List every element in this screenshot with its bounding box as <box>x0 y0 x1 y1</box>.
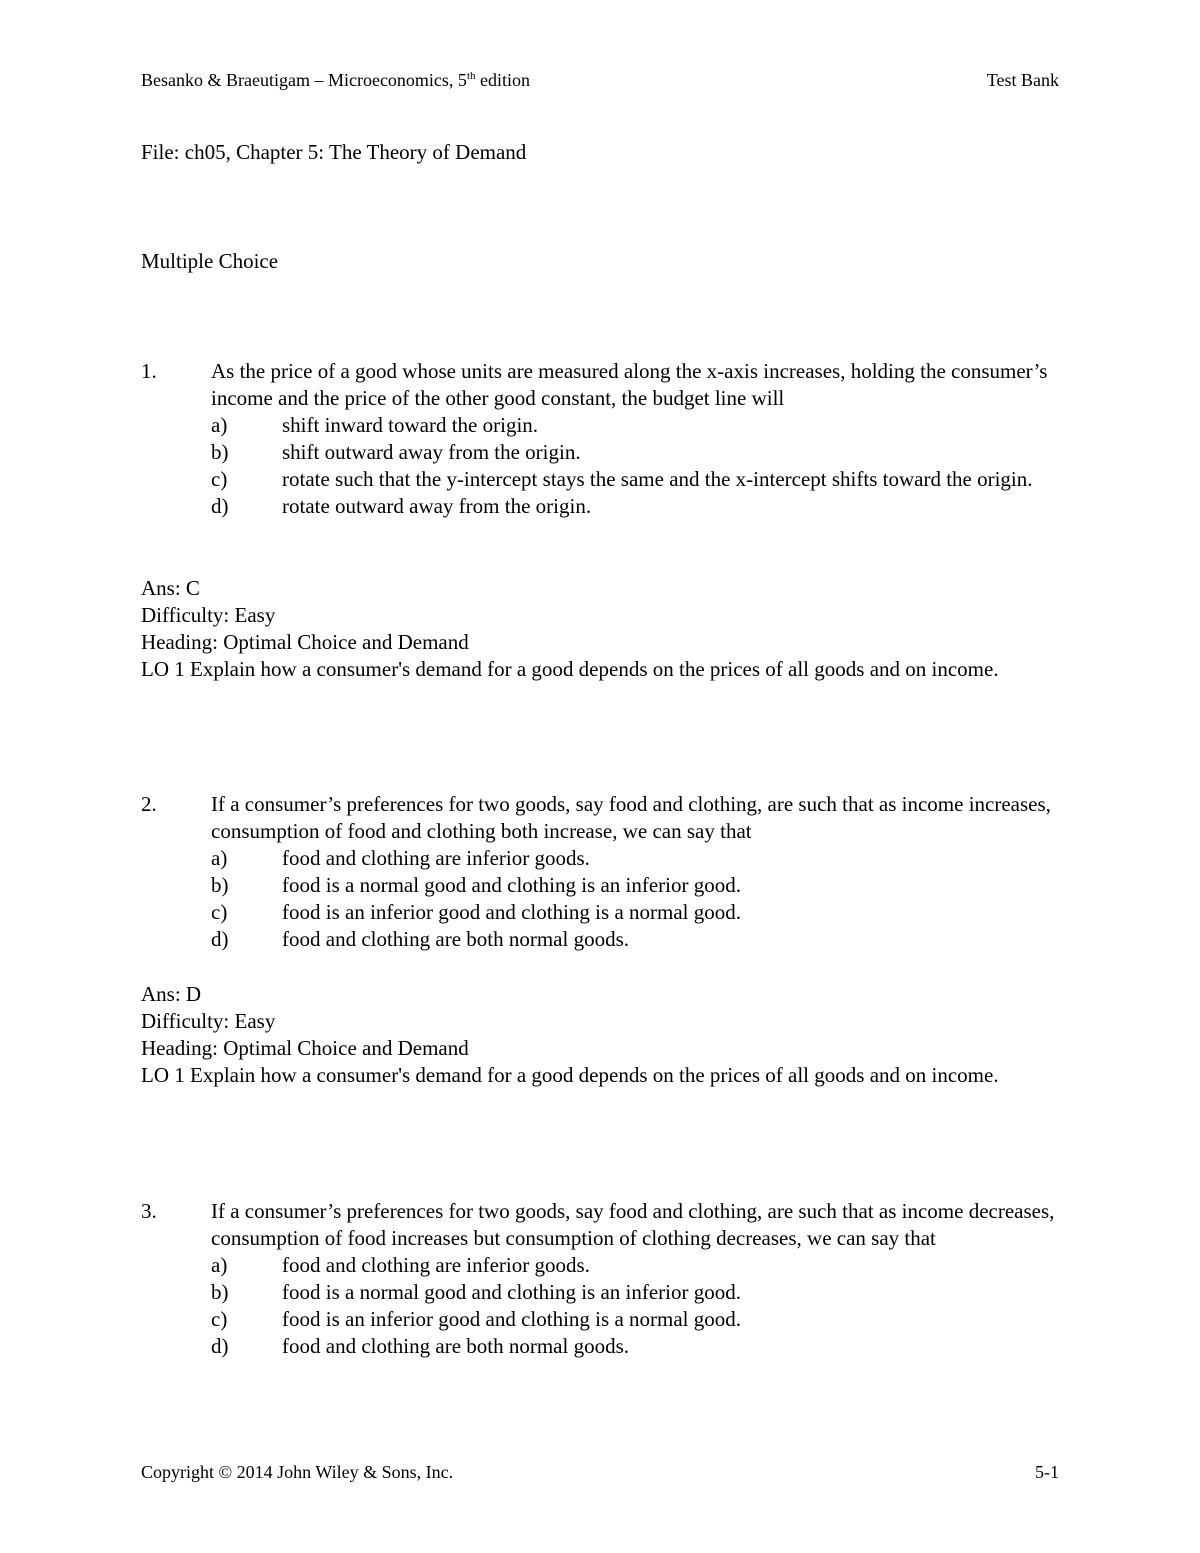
option-text: food and clothing are inferior goods. <box>282 1253 590 1277</box>
option-text: food is a normal good and clothing is an inferior good. <box>282 1280 741 1304</box>
copyright-notice: Copyright © 2014 John Wiley & Sons, Inc. <box>141 1462 454 1482</box>
option-d <box>211 493 1061 520</box>
question-text: If a consumer’s preferences for two goods, say food and clothing, are such that as income increases, consumption of food and clothing both increase, we can say that <box>211 792 1051 843</box>
learning-objective: LO 1 Explain how a consumer's demand for a good depends on the prices of all goods and on income. <box>141 657 999 681</box>
question-1-metadata <box>141 575 1041 683</box>
page-footer <box>141 1462 1059 1483</box>
option-letter: b) <box>211 873 229 897</box>
difficulty: Difficulty: Easy <box>141 603 276 627</box>
header-book-title-text: Besanko & Braeutigam – Microeconomics, 5 <box>141 70 467 90</box>
header-edition-suffix: edition <box>475 70 530 90</box>
option-c <box>211 899 1061 926</box>
option-text: food is a normal good and clothing is an inferior good. <box>282 873 741 897</box>
question-2 <box>141 791 1061 953</box>
option-text: food and clothing are both normal goods. <box>282 1334 630 1358</box>
option-letter: b) <box>211 440 229 464</box>
difficulty: Difficulty: Easy <box>141 1009 276 1033</box>
option-a <box>211 1252 1061 1279</box>
option-letter: c) <box>211 1307 228 1331</box>
option-text: shift outward away from the origin. <box>282 440 581 464</box>
header-book-title <box>141 70 530 91</box>
option-text: food and clothing are inferior goods. <box>282 846 590 870</box>
option-a <box>211 412 1061 439</box>
option-text: food is an inferior good and clothing is a normal good. <box>282 900 741 924</box>
page-header <box>141 70 1059 96</box>
question-3 <box>141 1198 1061 1360</box>
option-d <box>211 926 1061 953</box>
answer: Ans: D <box>141 982 202 1006</box>
question-stem <box>141 358 1061 412</box>
question-number: 2. <box>141 792 157 816</box>
section-title: Multiple Choice <box>141 249 279 273</box>
options-list <box>141 412 1061 520</box>
option-text: rotate such that the y-intercept stays the same and the x-intercept shifts toward the origin. <box>282 467 1033 491</box>
question-text: If a consumer’s preferences for two goods, say food and clothing, are such that as income decreases, consumption of food increases but consumption of clothing decreases, we can say that <box>211 1199 1055 1250</box>
question-stem <box>141 1198 1061 1252</box>
options-list <box>141 1252 1061 1360</box>
option-a <box>211 845 1061 872</box>
question-stem <box>141 791 1061 845</box>
option-letter: d) <box>211 927 229 951</box>
options-list <box>141 845 1061 953</box>
option-letter: d) <box>211 494 229 518</box>
option-b <box>211 1279 1061 1306</box>
option-text: food and clothing are both normal goods. <box>282 927 630 951</box>
question-number: 3. <box>141 1199 157 1223</box>
header-edition-superscript: th <box>466 70 476 82</box>
option-letter: c) <box>211 900 228 924</box>
option-letter: a) <box>211 1253 228 1277</box>
page-number: 5-1 <box>1035 1462 1059 1482</box>
option-letter: b) <box>211 1280 229 1304</box>
answer: Ans: C <box>141 576 200 600</box>
option-d <box>211 1333 1061 1360</box>
question-1 <box>141 358 1061 520</box>
file-title: File: ch05, Chapter 5: The Theory of Demand <box>141 140 527 164</box>
option-letter: d) <box>211 1334 229 1358</box>
option-letter: c) <box>211 467 228 491</box>
option-b <box>211 872 1061 899</box>
question-number: 1. <box>141 359 157 383</box>
option-c <box>211 466 1061 493</box>
heading: Heading: Optimal Choice and Demand <box>141 1036 469 1060</box>
question-text: As the price of a good whose units are measured along the x-axis increases, holding the consumer’s income and the price of the other good constant, the budget line will <box>211 359 1048 410</box>
option-c <box>211 1306 1061 1333</box>
header-test-bank: Test Bank <box>986 70 1059 90</box>
heading: Heading: Optimal Choice and Demand <box>141 630 469 654</box>
option-text: food is an inferior good and clothing is a normal good. <box>282 1307 741 1331</box>
option-letter: a) <box>211 846 228 870</box>
question-2-metadata <box>141 981 1041 1089</box>
option-b <box>211 439 1061 466</box>
learning-objective: LO 1 Explain how a consumer's demand for a good depends on the prices of all goods and on income. <box>141 1063 999 1087</box>
option-letter: a) <box>211 413 228 437</box>
option-text: rotate outward away from the origin. <box>282 494 592 518</box>
option-text: shift inward toward the origin. <box>282 413 539 437</box>
